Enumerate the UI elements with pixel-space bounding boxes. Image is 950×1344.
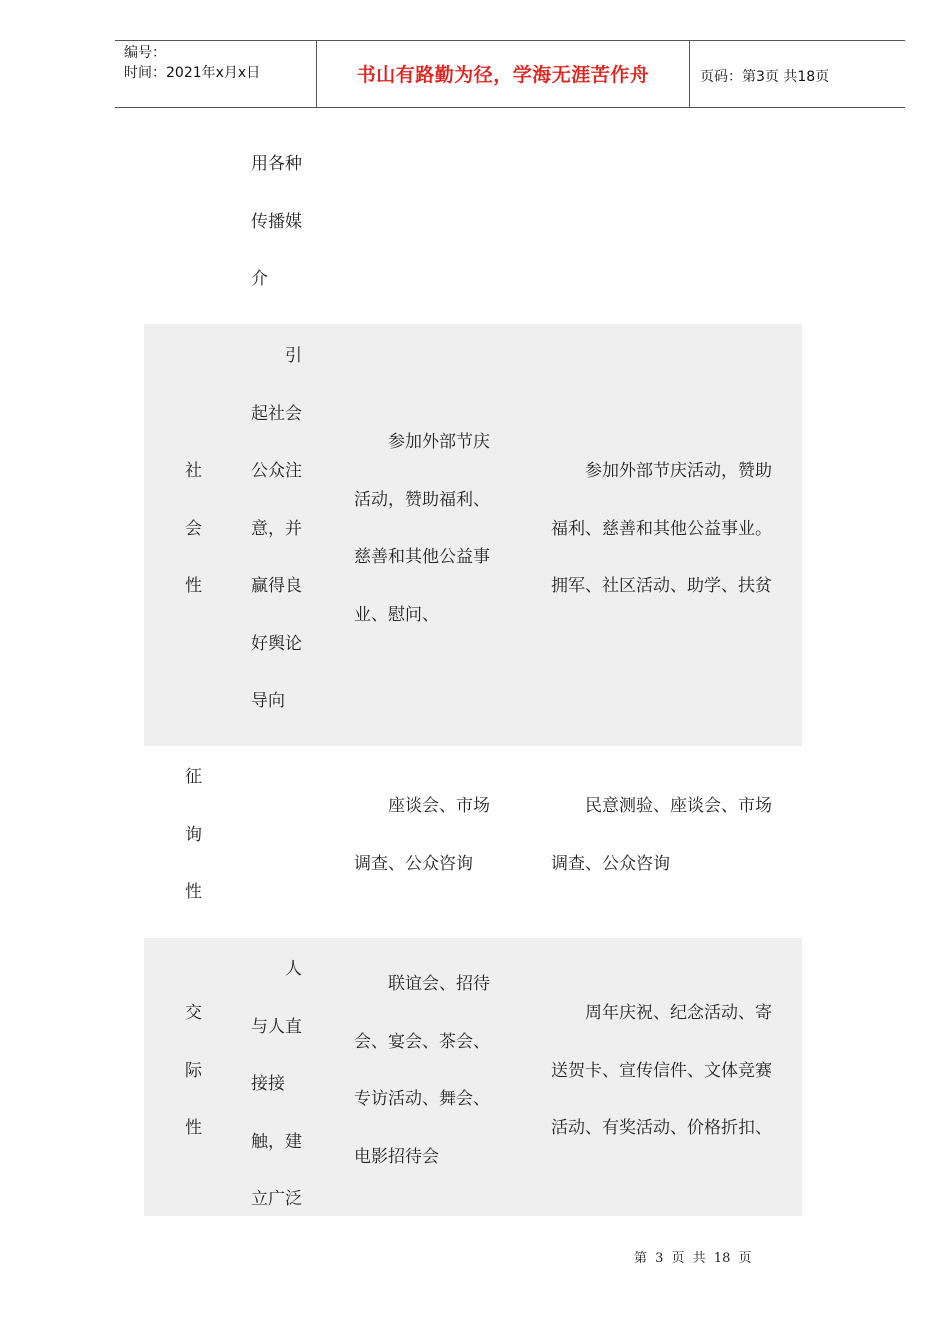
row-communication-purpose: 人 与人直 接接 触，建 立广泛 [251, 959, 302, 1209]
row-communication-examples: 周年庆祝、纪念活动、寄 送贺卡、宣传信件、文体竞赛 活动、有奖活动、价格折扣、 [551, 1003, 772, 1138]
row-social-purpose: 引 起社会 公众注 意，并 赢得良 好舆论 导向 [251, 346, 302, 711]
header-motto: 书山有路勤为径，学海无涯苦作舟 [356, 64, 650, 86]
header-bottom-rule [115, 107, 905, 108]
row-social-type: 社 会 性 [185, 461, 202, 596]
row-consult-examples: 民意测验、座谈会、市场 调查、公众咨询 [551, 796, 772, 874]
row-consult-type: 征 询 性 [185, 767, 202, 902]
header-top-rule [115, 40, 905, 41]
header-number: 编号： [124, 45, 166, 61]
page-footer: 第 3 页 共 18 页 [634, 1251, 752, 1266]
row-social-examples: 参加外部节庆活动，赞助 福利、慈善和其他公益事业。 拥军、社区活动、助学、扶贫 [551, 461, 772, 596]
header-time: 时间：2021年x月x日 [124, 65, 261, 81]
row-social-form: 参加外部节庆 活动，赞助福利、 慈善和其他公益事 业、慰问、 [354, 432, 490, 625]
row-consult-form: 座谈会、市场 调查、公众咨询 [354, 796, 490, 874]
row-communication-form: 联谊会、招待 会、宴会、茶会、 专访活动、舞会、 电影招待会 [354, 974, 490, 1167]
header-divider-right [689, 40, 690, 107]
row-media-purpose: 用各种 传播媒 介 [251, 154, 302, 289]
row-communication-type: 交 际 性 [185, 1003, 202, 1138]
header-page-number: 页码：第3页 共18页 [700, 69, 830, 85]
header-meta [124, 43, 260, 83]
